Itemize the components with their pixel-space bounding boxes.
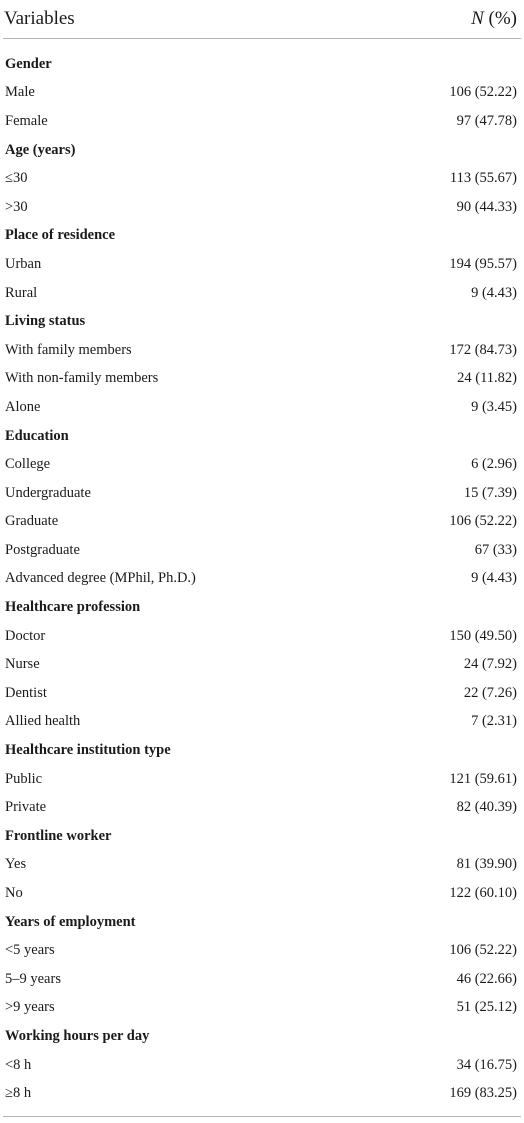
column-header-n-percent [471,8,521,30]
row-value: 106 (52.22) [449,942,517,959]
table-row [3,393,521,422]
table-row [3,450,521,479]
section-header-row [3,136,521,165]
row-label: <5 years [5,942,55,959]
table-row [3,879,521,908]
row-value: 67 (33) [474,541,517,558]
row-value: 150 (49.50) [449,627,517,644]
table-bottom-rule [3,1116,521,1117]
row-label: Undergraduate [5,484,91,501]
row-label: Urban [5,255,42,272]
row-value: 172 (84.73) [449,341,517,358]
table-row [3,479,521,508]
section-header-row [3,908,521,937]
section-header-row [3,822,521,851]
table-row [3,1051,521,1080]
table-row [3,164,521,193]
row-value: 51 (25.12) [456,999,517,1016]
row-label: 5–9 years [5,970,61,987]
row-label: Nurse [5,656,40,673]
row-label: With family members [5,341,132,358]
table-row [3,679,521,708]
table-row [3,250,521,279]
row-value: 34 (16.75) [456,1056,517,1073]
table-row [3,851,521,880]
row-value: 24 (7.92) [463,656,517,673]
row-label: >9 years [5,999,55,1016]
row-label: Allied health [5,713,81,730]
row-label: Yes [5,856,27,873]
row-value: 122 (60.10) [449,885,517,902]
section-header-row [3,50,521,79]
column-header-n-symbol: N [471,8,484,29]
table-row [3,336,521,365]
row-label: With non-family members [5,370,159,387]
section-label: Living status [5,313,86,330]
row-value: 22 (7.26) [463,684,517,701]
section-header-row [3,736,521,765]
table-row [3,936,521,965]
section-label: Age (years) [5,141,76,158]
row-value: 9 (4.43) [471,284,517,301]
table-row [3,508,521,537]
table-row [3,193,521,222]
table-row [3,365,521,394]
row-value: 97 (47.78) [456,112,517,129]
row-label: No [5,885,23,902]
row-value: 106 (52.22) [449,84,517,101]
table-row [3,650,521,679]
section-header-row [3,307,521,336]
section-header-row [3,1022,521,1051]
section-label: Frontline worker [5,827,112,844]
row-label: ≥8 h [5,1085,32,1102]
row-label: Rural [5,284,38,301]
section-label: Gender [5,55,52,72]
row-label: Female [5,112,48,129]
table-row [3,965,521,994]
section-header-row [3,593,521,622]
table-row [3,107,521,136]
demographics-table [3,0,521,1117]
table-header [3,0,521,39]
row-value: 81 (39.90) [456,856,517,873]
row-label: Doctor [5,627,46,644]
table-row [3,79,521,108]
row-label: Public [5,770,43,787]
row-label: College [5,456,51,473]
row-value: 9 (4.43) [471,570,517,587]
table-row [3,536,521,565]
row-label: Advanced degree (MPhil, Ph.D.) [5,570,196,587]
table-row [3,279,521,308]
row-value: 82 (40.39) [456,799,517,816]
table-row [3,793,521,822]
row-label: ≤30 [5,170,28,187]
row-value: 24 (11.82) [457,370,517,387]
table-row [3,565,521,594]
section-label: Healthcare profession [5,599,141,616]
row-value: 106 (52.22) [449,513,517,530]
section-header-row [3,222,521,251]
row-value: 7 (2.31) [471,713,517,730]
column-header-variables: Variables [4,8,75,29]
section-label: Years of employment [5,913,136,930]
row-value: 121 (59.61) [449,770,517,787]
row-label: Male [5,84,35,101]
table-row [3,1079,521,1108]
table-row [3,765,521,794]
row-label: Graduate [5,513,59,530]
row-value: 169 (83.25) [449,1085,517,1102]
row-value: 6 (2.96) [471,456,517,473]
row-value: 90 (44.33) [456,198,517,215]
table-row [3,708,521,737]
table-row [3,994,521,1023]
table-row [3,622,521,651]
section-label: Healthcare institution type [5,742,171,759]
row-value: 194 (95.57) [449,255,517,272]
row-label: <8 h [5,1056,32,1073]
table-body [3,39,521,1108]
row-value: 15 (7.39) [463,484,517,501]
row-label: Dentist [5,684,47,701]
section-label: Education [5,427,69,444]
section-label: Working hours per day [5,1027,150,1044]
row-label: >30 [5,198,28,215]
column-header-percent: (%) [483,8,517,29]
row-value: 113 (55.67) [449,170,517,187]
row-label: Alone [5,398,41,415]
section-label: Place of residence [5,227,116,244]
row-label: Postgraduate [5,541,80,558]
row-value: 9 (3.45) [471,398,517,415]
row-label: Private [5,799,47,816]
row-value: 46 (22.66) [456,970,517,987]
section-header-row [3,422,521,451]
